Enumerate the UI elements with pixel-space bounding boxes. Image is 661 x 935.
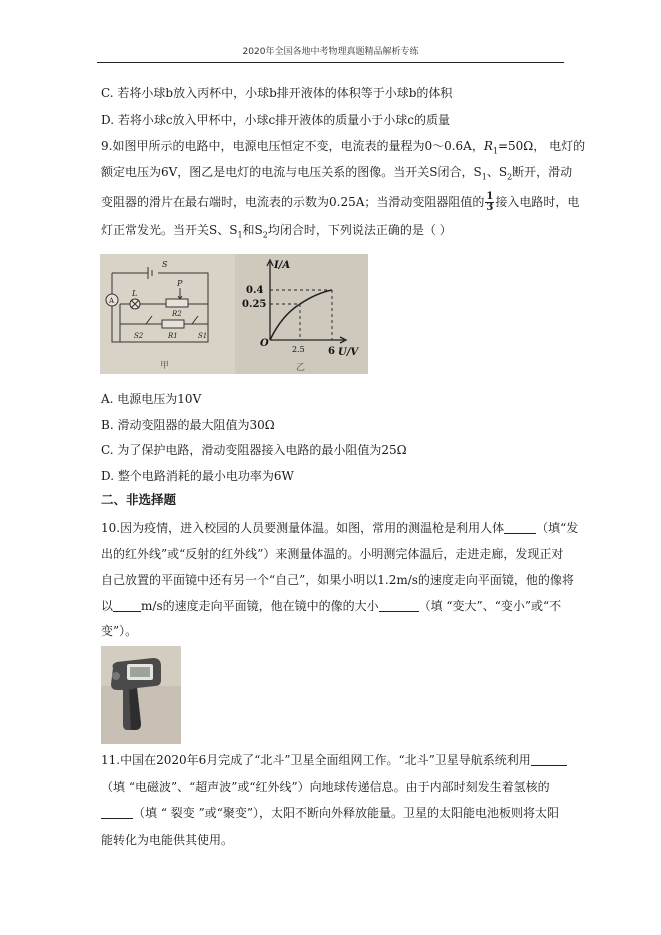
- label-s: S: [162, 260, 168, 269]
- q11-line-2: （填 “电磁波”、“超声波”或“红外线”）向地球传递信息。由于内部时刻发生着氢核的: [101, 780, 550, 794]
- q9-line-1: 9.如图甲所示的电路中，电源电压恒定不变，电流表的量程为0～0.6A，$R_1=50\Omega$， 电灯的: [101, 139, 586, 156]
- q10-line-3: 自己放置的平面镜中还有另一个“自己”，如果小明以1.2m/s的速度走向平面镜，他的像将: [101, 573, 574, 587]
- caption-yi: 乙: [296, 363, 306, 373]
- q9-option-c: C. 为了保护电路，滑动变阻器接入电路的最小阻值为25Ω: [101, 443, 407, 457]
- q9-line-3: 变阻器的滑片在最右端时，电流表的示数为0.25A；当滑动变阻器阻值的 $\frac{1}{3}$ 接入电路时，电: [101, 191, 580, 213]
- q9-option-a: A. 电源电压为10V: [101, 392, 202, 406]
- fraction-one-third: $\frac{1}{3}$: [486, 191, 494, 213]
- graph-tick-y-0-25: 0.25: [242, 299, 267, 310]
- graph-y-axis-label: I/A: [274, 260, 291, 271]
- q10-line-5: 变”）。: [101, 624, 138, 638]
- label-r1: R1: [168, 332, 178, 340]
- label-l: L: [132, 289, 138, 298]
- graph-tick-x-6: 6: [328, 346, 335, 357]
- label-s2: S2: [134, 332, 144, 340]
- q10-blank-2: [113, 599, 141, 612]
- section-title: 二、非选择题: [101, 492, 177, 507]
- graph-tick-y-0-4: 0.4: [246, 285, 264, 296]
- label-a: A: [109, 297, 115, 305]
- q9-line-4: 灯正常发光。当开关S、$S_1$和$S_2$均闭合时，下列说法正确的是（ ）: [101, 223, 452, 240]
- q11-line-1: 11.中国在2020年6月完成了“北斗”卫星全面组网工作。“北斗”卫星导航系统利用: [101, 752, 567, 768]
- graph-tick-x-2-5: 2.5: [292, 345, 305, 354]
- option-d-prev: D. 若将小球c放入甲杯中，小球c排开液体的质量小于小球c的质量: [101, 113, 450, 127]
- label-p: P: [177, 279, 183, 288]
- q10-blank-3: [379, 599, 419, 612]
- q10-line-1: 10.因为疫情，进入校园的人员要测量体温。如图，常用的测温枪是利用人体 （填“发: [101, 521, 579, 535]
- graph-origin: O: [260, 338, 269, 349]
- header-rule: [97, 62, 564, 63]
- label-r2: R2: [172, 310, 182, 318]
- q9-line-2: 额定电压为6V，图乙是电灯的电流与电压关系的图像。当开关S闭合，$S_1$、$S_2$断开，滑动: [101, 165, 573, 182]
- graph-x-axis-label: U/V: [338, 347, 359, 358]
- q11-blank-2: [101, 806, 133, 819]
- q9-figure-photo: [100, 254, 368, 374]
- page-header: 2020年全国各地中考物理真题精品解析专练: [242, 47, 419, 57]
- q10-line-4: 以 m/s的速度走向平面镜，他在镜中的像的大小 （填 “变大”、“变小”或“不: [101, 599, 562, 613]
- q11-line-4: 能转化为电能供其使用。: [101, 833, 234, 847]
- q11-blank-1: [531, 753, 567, 766]
- q10-blank-1: [504, 521, 536, 534]
- thermometer-gun-photo: [101, 646, 181, 744]
- q11-line-3: （填 “ 裂变 ”或“聚变”），太阳不断向外释放能量。卫星的太阳能电池板则将太阳: [101, 805, 559, 821]
- q10-line-2: 出的红外线”或“反射的红外线”）来测量体温的。小明测完体温后，走进走廊，发现正对: [101, 547, 564, 561]
- q9-option-d: D. 整个电路消耗的最小电功率为6W: [101, 469, 294, 483]
- option-c-prev: C. 若将小球b放入丙杯中，小球b排开液体的体积等于小球b的体积: [101, 86, 453, 100]
- caption-jia: 甲: [160, 361, 170, 371]
- q9-option-b: B. 滑动变阻器的最大阻值为30Ω: [101, 418, 275, 432]
- label-s1: S1: [198, 332, 208, 340]
